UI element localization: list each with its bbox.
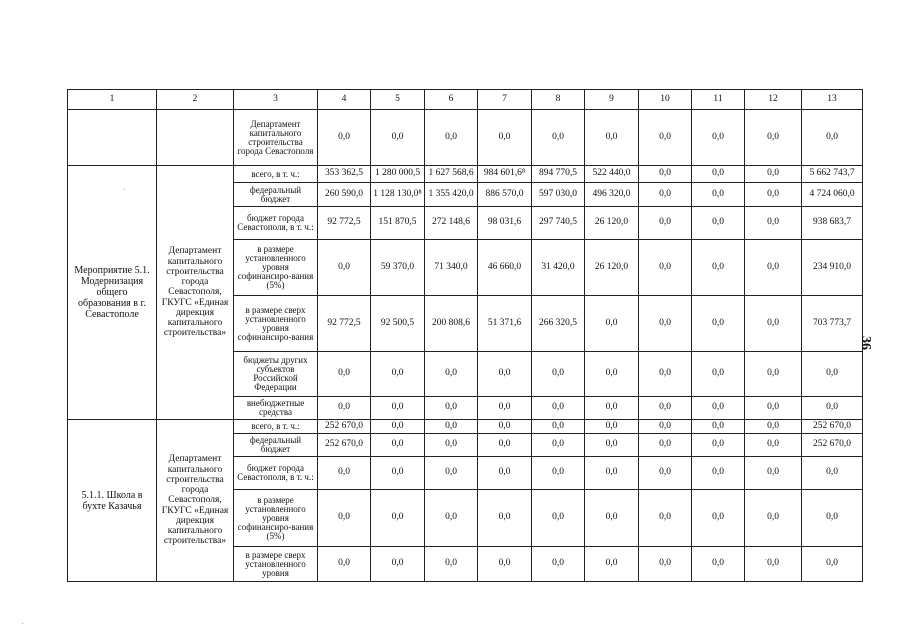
value-cell: 151 870,5 bbox=[371, 207, 425, 240]
value-cell: 0,0 bbox=[425, 397, 478, 420]
value-cell: 0,0 bbox=[425, 490, 478, 547]
value-cell: 0,0 bbox=[692, 296, 745, 352]
source-cell: в размере установленного уровня софинансиро-вания (5%) bbox=[234, 240, 318, 296]
value-cell: 886 570,0 bbox=[478, 183, 532, 207]
header-cell: 1 bbox=[68, 90, 157, 110]
value-cell: 0,0 bbox=[745, 457, 802, 490]
value-cell: 0,0 bbox=[692, 547, 745, 582]
value-cell: 1 355 420,0 bbox=[425, 183, 478, 207]
value-cell: 0,0 bbox=[802, 352, 863, 397]
value-cell: 200 808,6 bbox=[425, 296, 478, 352]
value-cell: 0,0 bbox=[639, 457, 692, 490]
value-cell: 0,0 bbox=[745, 183, 802, 207]
header-cell: 4 bbox=[318, 90, 371, 110]
value-cell: 0,0 bbox=[692, 397, 745, 420]
value-cell: 0,0 bbox=[425, 420, 478, 434]
header-cell: 10 bbox=[639, 90, 692, 110]
value-cell: 0,0 bbox=[692, 420, 745, 434]
value-cell: 0,0 bbox=[692, 183, 745, 207]
value-cell: 0,0 bbox=[478, 434, 532, 457]
value-cell: 0,0 bbox=[639, 490, 692, 547]
value-cell: 0,0 bbox=[478, 490, 532, 547]
value-cell: 92 772,5 bbox=[318, 207, 371, 240]
value-cell: 0,0 bbox=[585, 397, 639, 420]
source-cell: внебюджетные средства bbox=[234, 397, 318, 420]
value-cell: 0,0 bbox=[532, 420, 585, 434]
header-cell: 12 bbox=[745, 90, 802, 110]
value-cell: 0,0 bbox=[585, 457, 639, 490]
header-cell: 11 bbox=[692, 90, 745, 110]
executor-cell: Департамент капитального строительства города Севастополя, ГКУГС «Единая дирекция капитального строительства» bbox=[157, 166, 234, 420]
value-cell: 0,0 bbox=[585, 490, 639, 547]
value-cell: 0,0 bbox=[371, 110, 425, 166]
value-cell: 0,0 bbox=[745, 110, 802, 166]
value-cell: 5 662 743,7 bbox=[802, 166, 863, 183]
header-cell: 8 bbox=[532, 90, 585, 110]
value-cell: 0,0 bbox=[425, 110, 478, 166]
value-cell: 260 590,0 bbox=[318, 183, 371, 207]
header-cell: 7 bbox=[478, 90, 532, 110]
value-cell: 0,0 bbox=[318, 240, 371, 296]
value-cell: 92 772,5 bbox=[318, 296, 371, 352]
value-cell: 894 770,5 bbox=[532, 166, 585, 183]
value-cell: 0,0 bbox=[639, 296, 692, 352]
value-cell: 252 670,0 bbox=[318, 434, 371, 457]
value-cell: 0,0 bbox=[478, 420, 532, 434]
value-cell: 0,0 bbox=[692, 490, 745, 547]
value-cell: 0,0 bbox=[532, 547, 585, 582]
value-cell: 0,0 bbox=[802, 490, 863, 547]
value-cell: 297 740,5 bbox=[532, 207, 585, 240]
measure-cell: Мероприятие 5.1. Модернизация общего образования в г. Севастополе bbox=[68, 166, 157, 420]
value-cell: 0,0 bbox=[318, 397, 371, 420]
source-cell: бюджеты других субъектов Российской Федерации bbox=[234, 352, 318, 397]
table-row bbox=[68, 420, 863, 434]
value-cell: 26 120,0 bbox=[585, 240, 639, 296]
value-cell: 0,0 bbox=[425, 547, 478, 582]
value-cell: 0,0 bbox=[371, 457, 425, 490]
value-cell: 0,0 bbox=[318, 547, 371, 582]
value-cell: 0,0 bbox=[745, 352, 802, 397]
value-cell: 0,0 bbox=[585, 352, 639, 397]
value-cell: 0,0 bbox=[478, 547, 532, 582]
value-cell: 938 683,7 bbox=[802, 207, 863, 240]
source-cell: федеральный бюджет bbox=[234, 434, 318, 457]
value-cell: 0,0 bbox=[478, 110, 532, 166]
source-cell: в размере установленного уровня софинансиро-вания (5%) bbox=[234, 490, 318, 547]
value-cell: 0,0 bbox=[802, 457, 863, 490]
value-cell: 0,0 bbox=[639, 397, 692, 420]
value-cell: 0,0 bbox=[585, 110, 639, 166]
value-cell: 1 627 568,6 bbox=[425, 166, 478, 183]
value-cell: 0,0 bbox=[585, 420, 639, 434]
value-cell: 0,0 bbox=[639, 110, 692, 166]
value-cell: 0,0 bbox=[425, 434, 478, 457]
value-cell: 0,0 bbox=[745, 420, 802, 434]
source-cell: бюджет города Севастополя, в т. ч.: bbox=[234, 207, 318, 240]
value-cell: 0,0 bbox=[745, 547, 802, 582]
value-cell: 0,0 bbox=[692, 434, 745, 457]
value-cell: 0,0 bbox=[745, 296, 802, 352]
scan-speck bbox=[124, 189, 125, 190]
value-cell: 0,0 bbox=[371, 397, 425, 420]
value-cell: 0,0 bbox=[532, 490, 585, 547]
value-cell: 252 670,0 bbox=[802, 420, 863, 434]
value-cell: 0,0 bbox=[371, 352, 425, 397]
table-row bbox=[68, 110, 863, 166]
value-cell: 46 660,0 bbox=[478, 240, 532, 296]
source-cell: в размере сверх установленного уровня bbox=[234, 547, 318, 582]
value-cell: 0,0 bbox=[745, 490, 802, 547]
value-cell: 0,0 bbox=[639, 240, 692, 296]
value-cell: 234 910,0 bbox=[802, 240, 863, 296]
value-cell: 98 031,6 bbox=[478, 207, 532, 240]
value-cell: 0,0 bbox=[692, 110, 745, 166]
value-cell: 522 440,0 bbox=[585, 166, 639, 183]
header-cell: 6 bbox=[425, 90, 478, 110]
value-cell: 0,0 bbox=[478, 352, 532, 397]
value-cell: 0,0 bbox=[692, 457, 745, 490]
value-cell: 0,0 bbox=[532, 352, 585, 397]
value-cell: 0,0 bbox=[371, 490, 425, 547]
value-cell: 0,0 bbox=[585, 547, 639, 582]
value-cell: 0,0 bbox=[745, 207, 802, 240]
source-cell: всего, в т. ч.: bbox=[234, 166, 318, 183]
value-cell: 26 120,0 bbox=[585, 207, 639, 240]
value-cell: 0,0 bbox=[639, 207, 692, 240]
source-cell: в размере сверх установленного уровня софинансиро-вания bbox=[234, 296, 318, 352]
value-cell: 0,0 bbox=[639, 547, 692, 582]
value-cell: 0,0 bbox=[478, 457, 532, 490]
value-cell: 0,0 bbox=[639, 434, 692, 457]
source-cell: Департамент капитального строительства города Севастополя bbox=[234, 110, 318, 166]
value-cell: 0,0 bbox=[532, 110, 585, 166]
value-cell: 92 500,5 bbox=[371, 296, 425, 352]
value-cell: 272 148,6 bbox=[425, 207, 478, 240]
page-number: 36 bbox=[858, 336, 873, 350]
value-cell: 252 670,0 bbox=[802, 434, 863, 457]
value-cell: 0,0 bbox=[371, 434, 425, 457]
source-cell: федеральный бюджет bbox=[234, 183, 318, 207]
header-cell: 5 bbox=[371, 90, 425, 110]
value-cell: 0,0 bbox=[425, 457, 478, 490]
executor-cell bbox=[157, 110, 234, 166]
header-cell: 2 bbox=[157, 90, 234, 110]
value-cell: 0,0 bbox=[745, 240, 802, 296]
value-cell: 0,0 bbox=[371, 547, 425, 582]
executor-cell: Департамент капитального строительства города Севастополя, ГКУГС «Единая дирекция капитального строительства» bbox=[157, 420, 234, 582]
value-cell: 1 280 000,5 bbox=[371, 166, 425, 183]
value-cell: 0,0 bbox=[532, 397, 585, 420]
value-cell: 0,0 bbox=[802, 110, 863, 166]
value-cell: 51 371,6 bbox=[478, 296, 532, 352]
value-cell: 0,0 bbox=[745, 166, 802, 183]
value-cell: 266 320,5 bbox=[532, 296, 585, 352]
value-cell: 496 320,0 bbox=[585, 183, 639, 207]
value-cell: 0,0 bbox=[318, 457, 371, 490]
source-cell: бюджет города Севастополя, в т. ч.: bbox=[234, 457, 318, 490]
value-cell: 597 030,0 bbox=[532, 183, 585, 207]
header-cell: 13 bbox=[802, 90, 863, 110]
value-cell: 984 601,6⁸ bbox=[478, 166, 532, 183]
value-cell: 0,0 bbox=[802, 397, 863, 420]
value-cell: 0,0 bbox=[639, 183, 692, 207]
budget-table bbox=[67, 89, 863, 582]
scan-speck bbox=[22, 623, 23, 624]
value-cell: 0,0 bbox=[745, 434, 802, 457]
value-cell: 703 773,7 bbox=[802, 296, 863, 352]
value-cell: 0,0 bbox=[532, 457, 585, 490]
value-cell: 0,0 bbox=[692, 207, 745, 240]
value-cell: 0,0 bbox=[585, 434, 639, 457]
value-cell: 0,0 bbox=[318, 490, 371, 547]
value-cell: 31 420,0 bbox=[532, 240, 585, 296]
value-cell: 0,0 bbox=[692, 352, 745, 397]
header-row bbox=[68, 90, 863, 110]
value-cell: 0,0 bbox=[802, 547, 863, 582]
value-cell: 0,0 bbox=[639, 420, 692, 434]
value-cell: 0,0 bbox=[318, 110, 371, 166]
value-cell: 0,0 bbox=[478, 397, 532, 420]
value-cell: 71 340,0 bbox=[425, 240, 478, 296]
scan-speck bbox=[765, 559, 766, 560]
value-cell: 0,0 bbox=[371, 420, 425, 434]
value-cell: 0,0 bbox=[692, 166, 745, 183]
value-cell: 0,0 bbox=[692, 240, 745, 296]
measure-cell: 5.1.1. Школа в бухте Казачья bbox=[68, 420, 157, 582]
value-cell: 59 370,0 bbox=[371, 240, 425, 296]
measure-cell bbox=[68, 110, 157, 166]
value-cell: 1 128 130,0⁸ bbox=[371, 183, 425, 207]
table-row bbox=[68, 166, 863, 183]
value-cell: 0,0 bbox=[639, 166, 692, 183]
value-cell: 353 362,5 bbox=[318, 166, 371, 183]
value-cell: 0,0 bbox=[532, 434, 585, 457]
value-cell: 0,0 bbox=[585, 296, 639, 352]
value-cell: 0,0 bbox=[639, 352, 692, 397]
value-cell: 0,0 bbox=[745, 397, 802, 420]
header-cell: 9 bbox=[585, 90, 639, 110]
source-cell: всего, в т. ч.: bbox=[234, 420, 318, 434]
value-cell: 0,0 bbox=[318, 352, 371, 397]
value-cell: 4 724 060,0 bbox=[802, 183, 863, 207]
value-cell: 252 670,0 bbox=[318, 420, 371, 434]
value-cell: 0,0 bbox=[425, 352, 478, 397]
header-cell: 3 bbox=[234, 90, 318, 110]
